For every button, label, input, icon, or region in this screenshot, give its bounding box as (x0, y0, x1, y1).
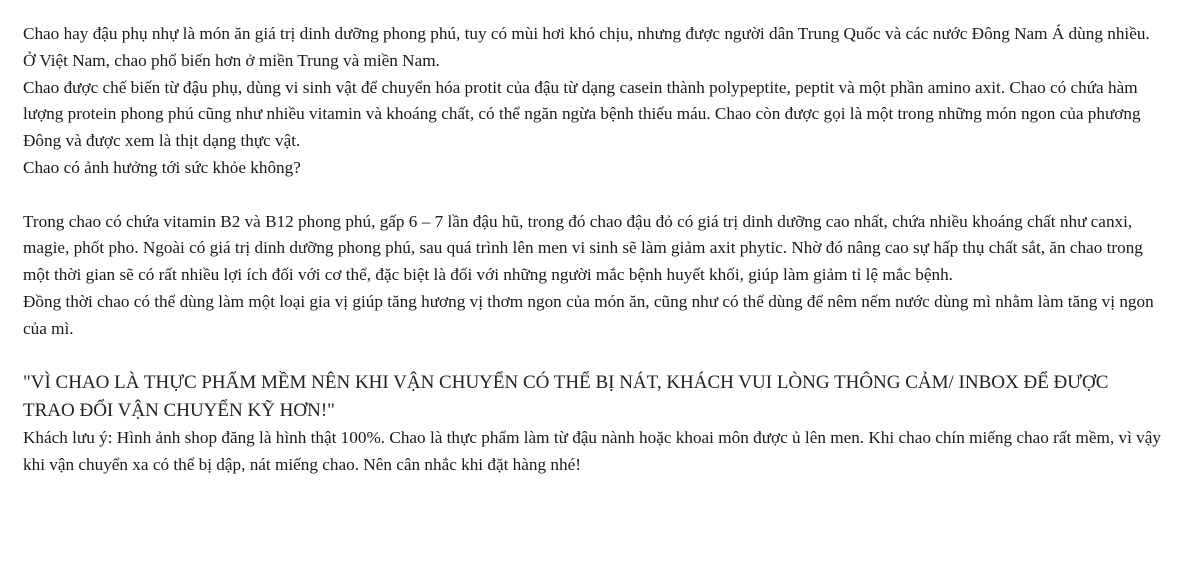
spacer (23, 343, 1163, 370)
paragraph-production: Chao được chế biến từ đậu phụ, dùng vi sinh vật để chuyển hóa protit của đậu từ dạng casein thành polypeptite, peptit và một phần amino axit. Chao có chứa hàm lượng protein phong phú cũng như nhiều vitamin và khoáng chất, có thể ngăn ngừa bệnh thiếu máu. Chao còn được gọi là một trong những món ngon của phương Đông và được xem là thịt dạng thực vật. (23, 77, 1141, 151)
customer-note: Khách lưu ý: Hình ảnh shop đăng là hình thật 100%. Chao là thực phẩm làm từ đậu nành hoặc khoai môn được ủ lên men. Khi chao chín miếng chao rất mềm, vì vậy khi vận chuyển xa có thể bị dập, nát miếng chao. Nên cân nhắc khi đặt hàng nhé! (23, 428, 1161, 475)
paragraph-seasoning: Đồng thời chao có thể dùng làm một loại gia vị giúp tăng hương vị thơm ngon của món ăn, cũng như có thể dùng để nêm nếm nước dùng mì nhằm làm tăng vị ngon của mì. (23, 291, 1154, 338)
shipping-notice: "VÌ CHAO LÀ THỰC PHẨM MỀM NÊN KHI VẬN CHUYỂN CÓ THỂ BỊ NÁT, KHÁCH VUI LÒNG THÔNG CẢM/ INBOX ĐỂ ĐƯỢC TRAO ĐỔI VẬN CHUYỂN KỸ HƠN!" (23, 372, 1109, 422)
paragraph-nutrition: Trong chao có chứa vitamin B2 và B12 phong phú, gấp 6 – 7 lần đậu hũ, trong đó chao đậu đỏ có giá trị dinh dưỡng cao nhất, chứa nhiều khoáng chất như canxi, magie, phốt pho. Ngoài có giá trị dinh dưỡng phong phú, sau quá trình lên men vi sinh sẽ làm giảm axit phytic. Nhờ đó nâng cao sự hấp thụ chất sắt, ăn chao trong một thời gian sẽ có rất nhiều lợi ích đối với cơ thể, đặc biệt là đối với những người mắc bệnh huyết khối, giúp làm giảm tỉ lệ mắc bệnh. (23, 211, 1143, 285)
section-question: Chao có ảnh hưởng tới sức khỏe không? (23, 157, 301, 177)
paragraph-intro: Chao hay đậu phụ nhự là món ăn giá trị dinh dưỡng phong phú, tuy có mùi hơi khó chịu, nhưng được người dân Trung Quốc và các nước Đông Nam Á dùng nhiều. Ở Việt Nam, chao phổ biến hơn ở miền Trung và miền Nam. (23, 24, 1150, 70)
spacer (23, 182, 1163, 209)
